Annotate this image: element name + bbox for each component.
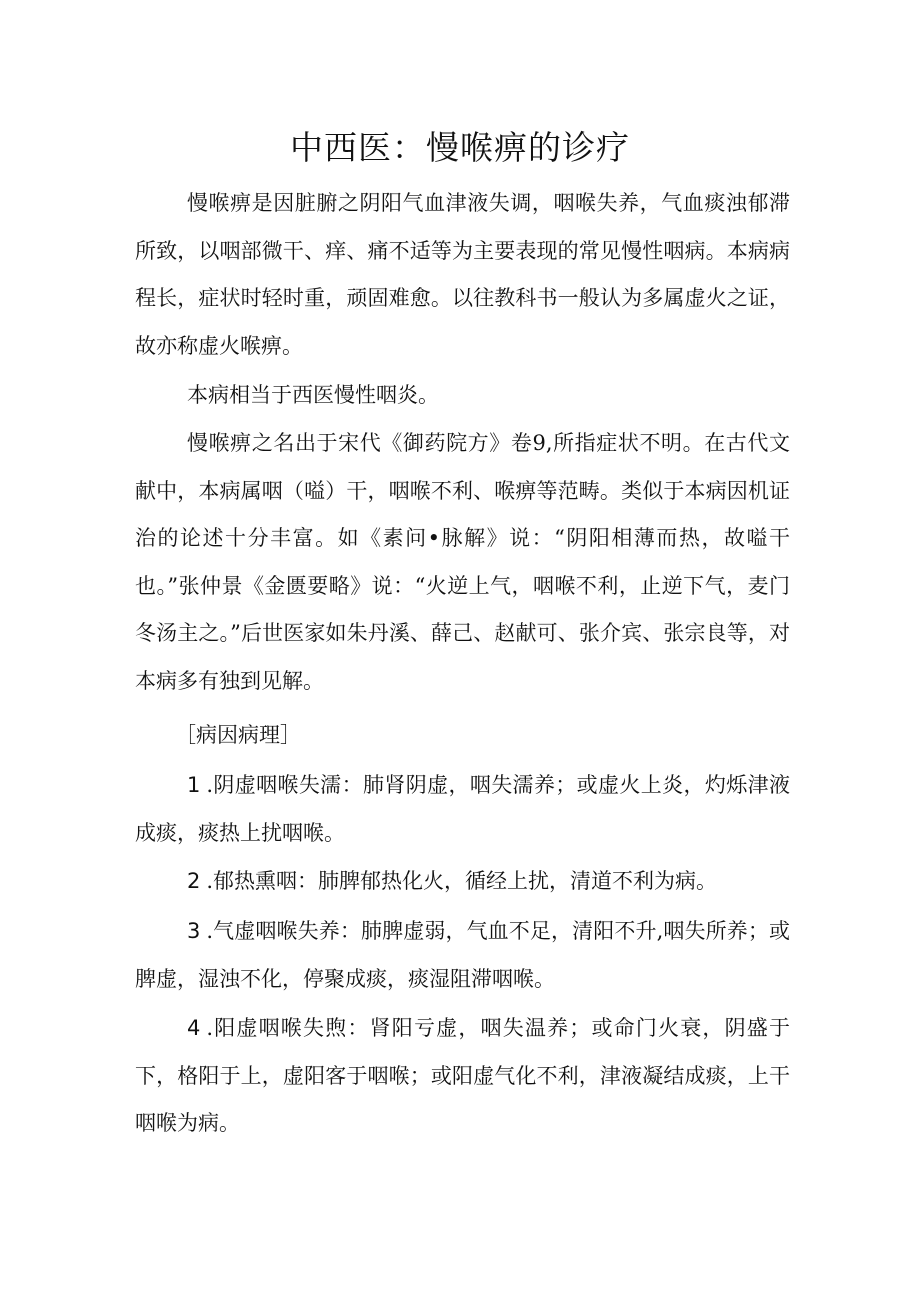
list-item-text: .郁热熏咽：肺脾郁热化火，循经上扰，清道不利为病。: [206, 869, 718, 893]
list-item: [135, 762, 790, 857]
list-item-text: .阳虚咽喉失煦：肾阳亏虚，咽失温养；或命门火衰，阴盛于下，格阳于上，虚阳客于咽喉；或阳虚气化不利，津液凝结成痰，上干咽喉为病。: [135, 1016, 790, 1136]
paragraph-intro: 慢喉痹是因脏腑之阴阳气血津液失调，咽喉失养，气血痰浊郁滞所致，以咽部微干、痒、痛不适等为主要表现的常见慢性咽病。本病病程长，症状时轻时重，顽固难愈。以往教科书一般认为多属虚火之证，故亦称虚火喉痹。: [135, 191, 790, 358]
paragraph-history: 慢喉痹之名出于宋代《御药院方》卷9,所指症状不明。在古代文献中，本病属咽（嗌）干，咽喉不利、喉痹等范畴。类似于本病因机证治的论述十分丰富。如《素问•脉解》说：“阴阳相薄而热，故嗌干也。”张仲景《金匮要略》说：“火逆上气，咽喉不利，止逆下气，麦门冬汤主之。”后世医家如朱丹溪、薛己、赵献可、张介宾、张宗良等，对本病多有独到见解。: [135, 431, 790, 693]
list-item: [135, 858, 790, 906]
list-item-number: 2: [187, 869, 201, 893]
list-item: [135, 908, 790, 1003]
list-item-number: 4: [187, 1016, 201, 1040]
list-item-number: 3: [187, 919, 201, 943]
list-item: [135, 1005, 790, 1148]
document-title: 中西医：慢喉痹的诊疗: [290, 128, 630, 167]
list-item-text: .气虚咽喉失养：肺脾虚弱，气血不足，清阳不升,咽失所养；或脾虚，湿浊不化，停聚成痰，痰湿阻滞咽喉。: [135, 919, 790, 991]
list-item-number: 1: [187, 773, 201, 797]
paragraph-western-equivalent: 本病相当于西医慢性咽炎。: [187, 383, 439, 407]
list-item-text: .阴虚咽喉失濡：肺肾阴虚，咽失濡养；或虚火上炎，灼烁津液成痰，痰热上扰咽喉。: [135, 773, 790, 845]
section-heading-etiology: ［病因病理］: [175, 723, 301, 747]
